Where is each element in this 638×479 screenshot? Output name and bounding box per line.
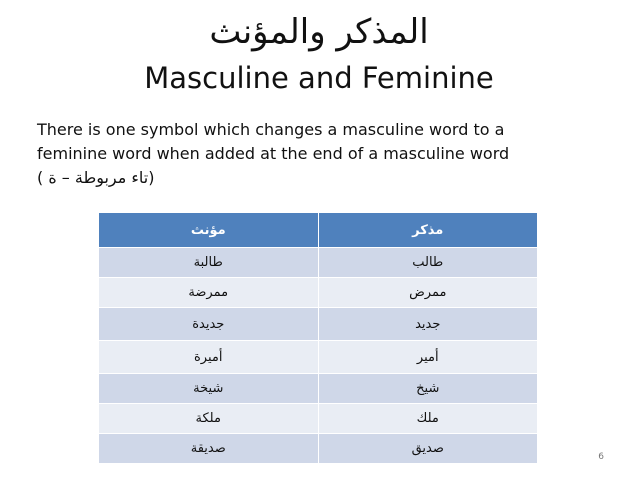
table-row	[99, 278, 538, 308]
table-row	[99, 434, 538, 464]
masculine-cell: أمير	[318, 341, 538, 374]
arabic-title: المذكر والمؤنث	[209, 12, 429, 52]
masculine-cell: جديد	[318, 308, 538, 341]
english-title: Masculine and Feminine	[144, 61, 494, 95]
feminine-cell: شيخة	[99, 374, 319, 404]
feminine-cell: جديدة	[99, 308, 319, 341]
table-row	[99, 248, 538, 278]
header-masculine: مذكر	[318, 213, 538, 248]
masculine-cell: طالب	[318, 248, 538, 278]
header-feminine: مؤنث	[99, 213, 319, 248]
explanation-text	[37, 118, 617, 190]
masculine-cell: ملك	[318, 404, 538, 434]
feminine-cell: صديقة	[99, 434, 319, 464]
explanation-line-1: There is one symbol which changes a masculine word to a	[37, 120, 505, 139]
masculine-cell: شيخ	[318, 374, 538, 404]
masculine-cell: ممرض	[318, 278, 538, 308]
feminine-cell: ملكة	[99, 404, 319, 434]
table-row	[99, 341, 538, 374]
table-row	[99, 404, 538, 434]
masculine-cell: صديق	[318, 434, 538, 464]
feminine-cell: أميرة	[99, 341, 319, 374]
feminine-cell: طالبة	[99, 248, 319, 278]
table-row	[99, 374, 538, 404]
gender-table-container	[98, 212, 538, 464]
slide-number: 6	[598, 452, 604, 462]
feminine-cell: ممرضة	[99, 278, 319, 308]
explanation-line-2: feminine word when added at the end of a masculine word	[37, 144, 510, 163]
table-header-row	[99, 213, 538, 248]
explanation-line-3: ( تاء مربوطة – ة)	[37, 168, 155, 187]
gender-table	[98, 212, 538, 464]
table-row	[99, 308, 538, 341]
